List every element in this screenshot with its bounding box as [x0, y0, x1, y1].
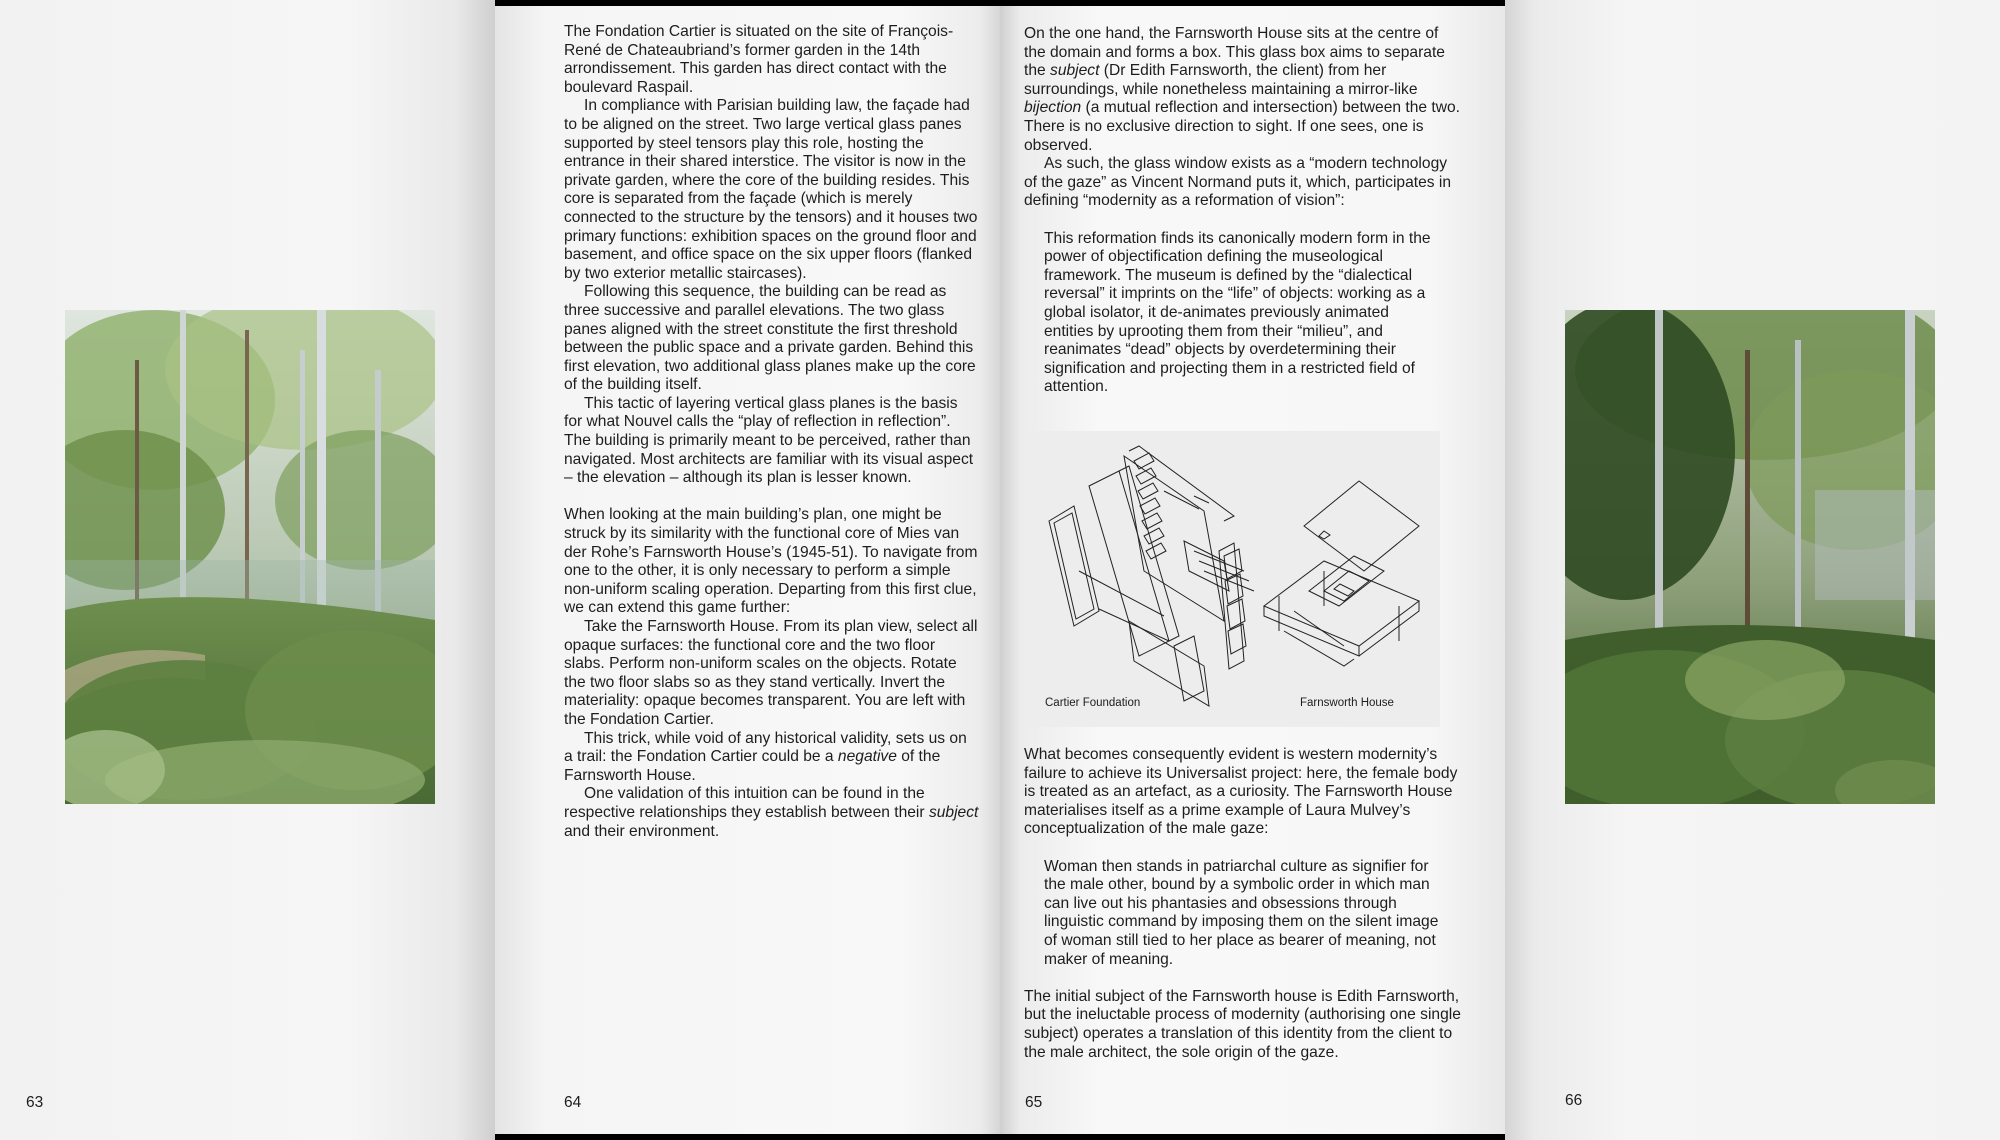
text-run: This trick, while void of any historical validity, sets us on a trail: the Fondation Cartier could be a: [564, 729, 967, 766]
page-number: 66: [1565, 1092, 1583, 1109]
page-number: 65: [1025, 1094, 1043, 1111]
page-65: [1000, 6, 1505, 1134]
page-number: 63: [26, 1094, 44, 1111]
text-run: of the Farnsworth House.: [564, 748, 941, 784]
italic-run: subject: [1050, 62, 1100, 80]
page-63: [0, 0, 495, 1140]
cartier-foundation-drawing: [1049, 446, 1254, 706]
paragraph: As such, the glass window exists as a “modern technology of the gaze” as Vincent Normand puts it, which, participates in defining “modernity as a reformation of vision”:: [1024, 155, 1452, 210]
text-run: (a mutual reflection and intersection) between the two. There is no exclusive direction to sight. If one sees, one is observed.: [1024, 99, 1461, 154]
page-number: 64: [564, 1094, 582, 1111]
page-66: [1505, 0, 2000, 1140]
text-run: (Dr Edith Farnsworth, the client) from her surroundings, while nonetheless maintaining a mirror-like: [1024, 62, 1418, 98]
body-text-column-bottom: [1024, 746, 1464, 1062]
paragraph: This tactic of layering vertical glass planes is the basis for what Nouvel calls the “play of reflection in reflection”. The building is primarily meant to be perceived, rather than navigated. Most architects are familiar with its visual aspect – the elevation – although its plan is lesser known.: [564, 394, 974, 487]
garden-photo-right: [1565, 310, 1935, 804]
paragraph: When looking at the main building’s plan, one might be struck by its similarity with the functional core of Mies van der Rohe’s Farnsworth House’s (1945-51). To navigate from one to the other, it is only necessary to perform a simple non-uniform scaling operation. Departing from this first clue, we can extend this game further:: [564, 506, 978, 617]
paragraph: [564, 730, 979, 786]
block-quote: This reformation finds its canonically modern form in the power of objectification defining the museological framework. The museum is defined by the “dialectical reversal” it imprints on the “life” of objects: working as a global isolator, it de-animates previously animated entities by uprooting them from their “milieu”, and reanimates “dead” objects by overdetermining their signification and projecting them in a restricted field of attention.: [1044, 229, 1431, 396]
garden-photo-left: [65, 310, 435, 804]
paragraph: The initial subject of the Farnsworth house is Edith Farnsworth, but the ineluctable process of modernity (authorising one single subject) operates a translation of this identity from the client to the male architect, the sole origin of the gaze.: [1024, 987, 1461, 1061]
paragraph: Take the Farnsworth House. From its plan view, select all opaque surfaces: the functional core and the two floor slabs. Perform non-uniform scales on the objects. Rotate the two floor slabs so as they stand vertically. Invert the materiality: opaque becomes transparent. You are left with the Fondation Cartier.: [564, 618, 978, 728]
figure-caption-left: Cartier Foundation: [1045, 697, 1141, 709]
text-run: One validation of this intuition can be found in the respective relationships they establish between their: [564, 785, 929, 821]
paragraph: [1024, 25, 1464, 155]
axonometric-drawing: [1024, 431, 1440, 727]
italic-run: bijection: [1024, 99, 1082, 117]
page-64: [495, 6, 1000, 1134]
text-run: and their environment.: [564, 822, 720, 840]
italic-run: subject: [928, 803, 979, 821]
paragraph: The Fondation Cartier is situated on the site of François-René de Chateaubriand’s former garden in the 14th arrondissement. This garden has direct contact with the boulevard Raspail.: [564, 23, 954, 96]
body-text-column: [564, 23, 979, 841]
paragraph: [564, 785, 979, 841]
block-quote: Woman then stands in patriarchal culture as signifier for the male other, bound by a symbolic order in which man can live out his phantasies and obsessions through linguistic command by imposing them on the silent image of woman still tied to her place as bearer of meaning, not maker of meaning.: [1044, 857, 1439, 968]
italic-run: negative: [837, 748, 897, 766]
figure-caption-right: Farnsworth House: [1300, 697, 1394, 709]
axonometric-figure: [1024, 431, 1440, 727]
paragraph: Following this sequence, the building can be read as three successive and parallel elevations. The two glass panes aligned with the street constitute the first threshold between the public space and a private garden. Behind this first elevation, two additional glass planes make up the core of the building itself.: [564, 283, 976, 394]
paragraph: In compliance with Parisian building law, the façade had to be aligned on the street. Two large vertical glass panes supported by steel tensors play this role, hosting the entrance in their shared interstice. The visitor is now in the private garden, where the core of the building resides. This core is separated from the façade (which is merely connected to the structure by the tensors) and it houses two primary functions: exhibition spaces on the ground floor and basement, and office space on the six upper floors (flanked by two exterior metallic staircases).: [564, 97, 978, 282]
paragraph: What becomes consequently evident is western modernity’s failure to achieve its Universalist project: here, the female body is treated as an artefact, as a curiosity. The Farnsworth House materialises itself as a prime example of Laura Mulvey’s conceptualization of the male gaze:: [1024, 746, 1458, 838]
farnsworth-house-drawing: [1264, 481, 1419, 666]
text-run: On the one hand, the Farnsworth House sits at the centre of the domain and forms a box. This glass box aims to separate the: [1024, 25, 1445, 80]
body-text-column-top: [1024, 25, 1464, 415]
